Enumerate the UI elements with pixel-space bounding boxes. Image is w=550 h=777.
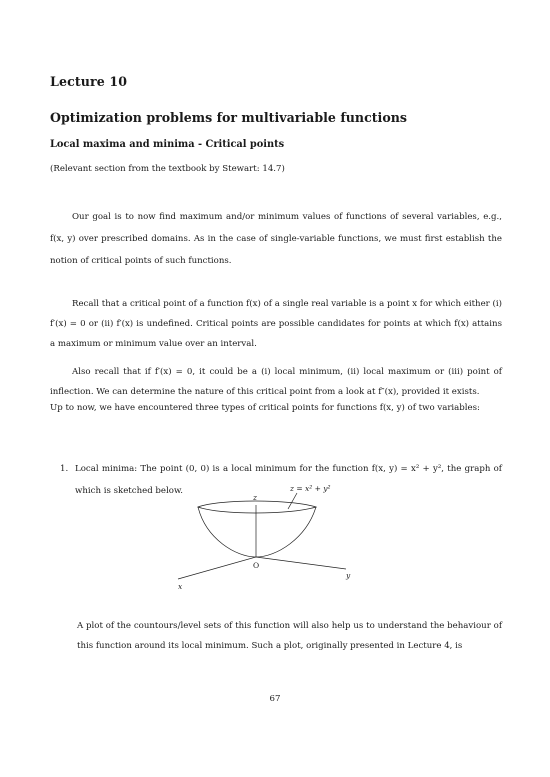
paragraph-goal-text: Our goal is to now find maximum and/or minimum values of functions of several variables, e.g., f(x, y) over prescribed domains. As in the case of single-variable functions, we must first establish the notion of critical points of such functions. <box>50 212 502 266</box>
paraboloid-figure <box>150 484 390 593</box>
paraboloid-rim <box>198 501 316 513</box>
paraboloid-sketch <box>150 484 390 593</box>
list-item-number: 1. <box>60 464 69 474</box>
z-axis-label: z <box>253 493 257 502</box>
origin-label: O <box>253 561 260 570</box>
paraboloid-profile <box>198 507 316 557</box>
subsection-title: Local maxima and minima - Critical points <box>50 139 285 150</box>
lecture-heading: Lecture 10 <box>50 74 128 89</box>
paragraph-critical-point <box>50 294 502 354</box>
list-item-text: Local minima: The point (0, 0) is a local minimum for the function f(x, y) = x² + y², the graph of which is sketched below. <box>75 464 502 496</box>
x-axis-label: x <box>178 582 183 591</box>
page-number: 67 <box>269 694 281 704</box>
paragraph-contours-text: A plot of the countours/level sets of this function will also help us to understand the behaviour of this function around its local minimum. Such a plot, originally presented in Lecture 4, is <box>77 621 502 651</box>
surface-equation-label: z = x² + y² <box>290 484 331 493</box>
y-axis <box>256 557 346 569</box>
paragraph-types <box>50 403 502 413</box>
section-title: Optimization problems for multivariable functions <box>50 110 407 125</box>
paragraph-nature <box>50 362 502 402</box>
paragraph-nature-text: Also recall that if f′(x) = 0, it could be a (i) local minimum, (ii) local maximum or (iii) point of inflection. We can determine the nature of this critical point from a look at f″(x), provided it exists. <box>50 367 502 397</box>
paragraph-contours <box>77 616 502 656</box>
y-axis-label: y <box>346 571 351 580</box>
x-axis <box>178 557 256 579</box>
paragraph-goal <box>50 206 502 272</box>
paragraph-types-text: Up to now, we have encountered three types of critical points for functions f(x, y) of two variables: <box>50 403 480 413</box>
paragraph-critical-point-text: Recall that a critical point of a function f(x) of a single real variable is a point x for which either (i) f′(x) = 0 or (ii) f′(x) is undefined. Critical points are possible candidates for points at which f(x) attains a maximum or minimum value over an interval. <box>50 299 502 349</box>
textbook-reference: (Relevant section from the textbook by Stewart: 14.7) <box>50 164 285 174</box>
